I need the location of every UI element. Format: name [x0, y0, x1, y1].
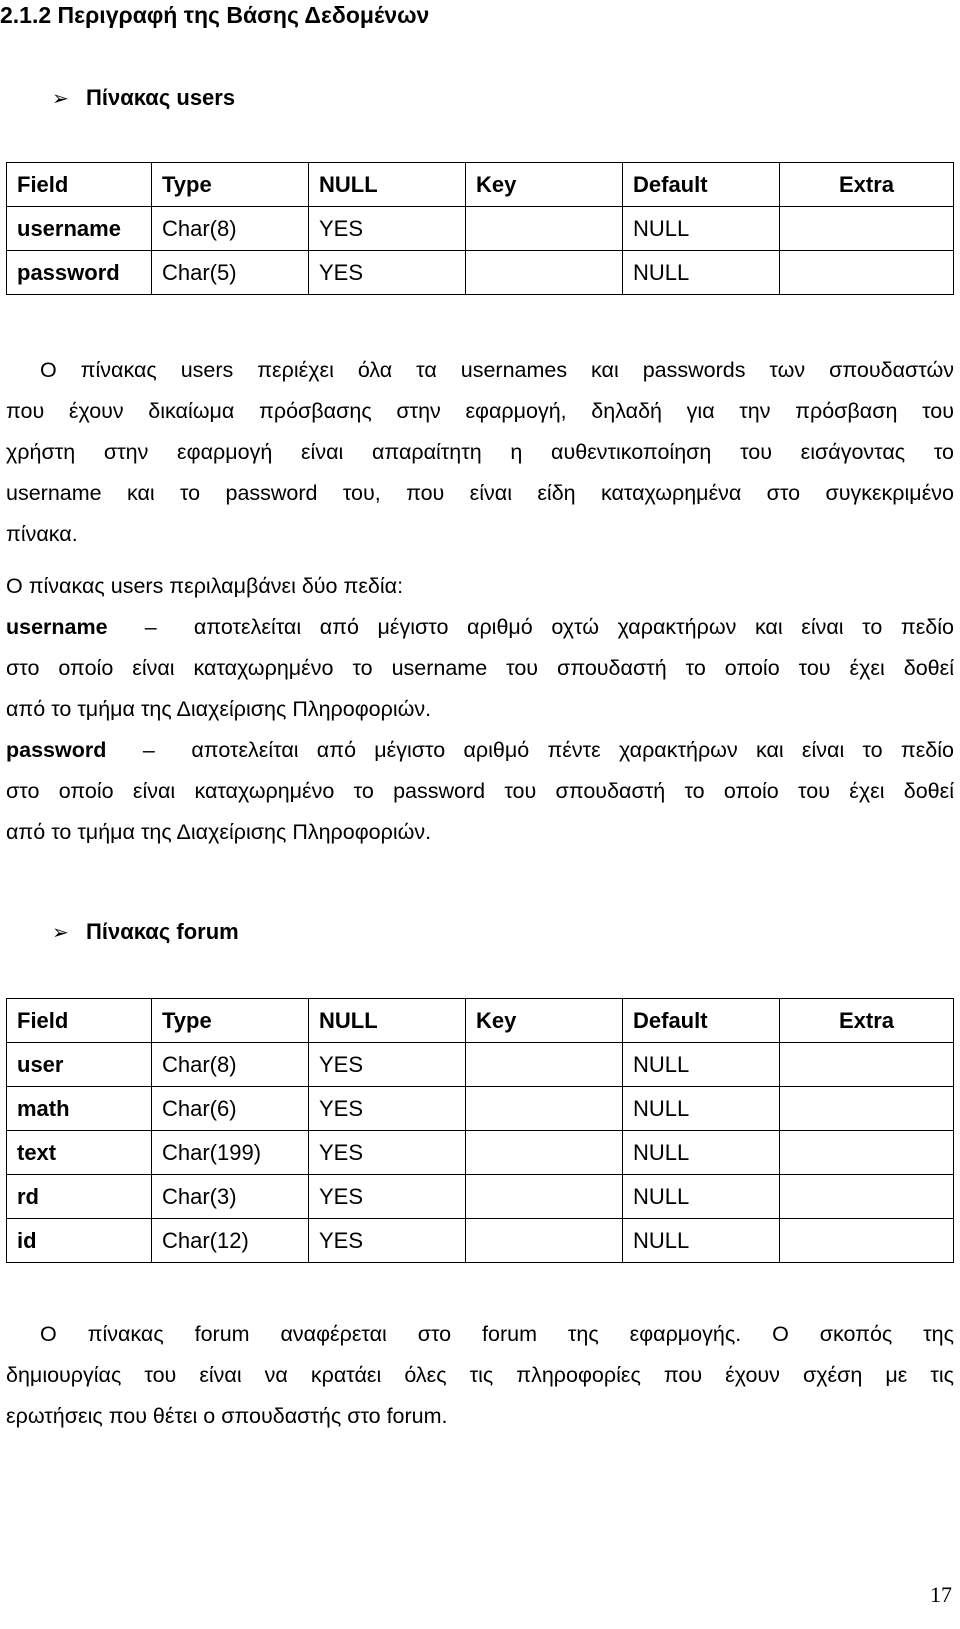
- cell-default: NULL: [623, 1175, 780, 1219]
- cell-key: [466, 1175, 623, 1219]
- cell-extra: [780, 1131, 954, 1175]
- cell-type: Char(12): [152, 1219, 309, 1263]
- cell-type: Char(199): [152, 1131, 309, 1175]
- table-row: [7, 207, 954, 251]
- cell-key: [466, 1043, 623, 1087]
- column-header-field: Field: [7, 999, 152, 1043]
- cell-default: NULL: [623, 207, 780, 251]
- cell-extra: [780, 1043, 954, 1087]
- column-header-extra: Extra: [780, 163, 954, 207]
- cell-null: YES: [309, 251, 466, 295]
- cell-null: YES: [309, 1043, 466, 1087]
- cell-field: math: [7, 1087, 152, 1131]
- cell-null: YES: [309, 1175, 466, 1219]
- cell-extra: [780, 251, 954, 295]
- table-header-row: [7, 163, 954, 207]
- column-header-type: Type: [152, 163, 309, 207]
- text-line: από το τμήμα της Διαχείρισης Πληροφοριών.: [6, 820, 432, 844]
- users-table: [6, 162, 954, 295]
- cell-type: Char(3): [152, 1175, 309, 1219]
- text-line: στο οποίο είναι καταχωρημένο το password του σπουδαστή το οποίο του έχει δοθεί: [6, 779, 954, 803]
- section-heading: 2.1.2 Περιγραφή της Βάσης Δεδομένων: [0, 2, 430, 28]
- cell-field: user: [7, 1043, 152, 1087]
- text-line: που έχουν δικαίωμα πρόσβασης στην εφαρμογή, δηλαδή για την πρόσβαση του: [6, 399, 954, 423]
- text-line: username και το password του, που είναι είδη καταχωρημένα στο συγκεκριμένο: [6, 481, 954, 505]
- table-row: [7, 1087, 954, 1131]
- cell-type: Char(8): [152, 1043, 309, 1087]
- table-row: [7, 1043, 954, 1087]
- cell-default: NULL: [623, 251, 780, 295]
- forum-table: [6, 998, 954, 1263]
- cell-key: [466, 1219, 623, 1263]
- cell-extra: [780, 207, 954, 251]
- users-description: [6, 350, 954, 555]
- cell-field: rd: [7, 1175, 152, 1219]
- forum-table-title: Πίνακας forum: [86, 919, 239, 944]
- field-description-username: username – αποτελείται από μέγιστο αριθμό οχτώ χαρακτήρων και είναι το πεδίο: [6, 615, 954, 639]
- arrow-bullet-icon: ➢: [52, 922, 69, 944]
- fields-intro: Ο πίνακας users περιλαμβάνει δύο πεδία:: [6, 574, 404, 598]
- cell-type: Char(6): [152, 1087, 309, 1131]
- cell-key: [466, 251, 623, 295]
- table-header-row: [7, 999, 954, 1043]
- column-header-null: NULL: [309, 999, 466, 1043]
- column-header-type: Type: [152, 999, 309, 1043]
- text-line: ερωτήσεις που θέτει ο σπουδαστής στο forum.: [6, 1404, 448, 1428]
- column-header-key: Key: [466, 999, 623, 1043]
- cell-null: YES: [309, 1087, 466, 1131]
- cell-default: NULL: [623, 1087, 780, 1131]
- column-header-default: Default: [623, 999, 780, 1043]
- users-table-title: Πίνακας users: [86, 85, 236, 110]
- cell-default: NULL: [623, 1043, 780, 1087]
- text-line: δημιουργίας του είναι να κρατάει όλες τις πληροφορίες που έχουν σχέση με τις: [6, 1363, 954, 1387]
- table-row: [7, 1175, 954, 1219]
- field-name-username: username: [6, 615, 108, 639]
- column-header-null: NULL: [309, 163, 466, 207]
- cell-key: [466, 207, 623, 251]
- text-line: Ο πίνακας forum αναφέρεται στο forum της εφαρμογής. Ο σκοπός της: [40, 1322, 954, 1346]
- field-name-password: password: [6, 738, 107, 762]
- cell-field: id: [7, 1219, 152, 1263]
- cell-default: NULL: [623, 1219, 780, 1263]
- text-line: πίνακα.: [6, 522, 78, 546]
- field-description-text: αποτελείται από μέγιστο αριθμό πέντε χαρακτήρων και είναι το πεδίο: [191, 738, 954, 762]
- cell-extra: [780, 1175, 954, 1219]
- cell-null: YES: [309, 207, 466, 251]
- text-line: χρήστη στην εφαρμογή είναι απαραίτητη η αυθεντικοποίηση του εισάγοντας το: [6, 440, 954, 464]
- text-line: στο οποίο είναι καταχωρημένο το username του σπουδαστή το οποίο του έχει δοθεί: [6, 656, 954, 680]
- cell-null: YES: [309, 1131, 466, 1175]
- column-header-extra: Extra: [780, 999, 954, 1043]
- cell-type: Char(5): [152, 251, 309, 295]
- table-row: [7, 1219, 954, 1263]
- arrow-bullet-icon: ➢: [52, 88, 69, 110]
- cell-key: [466, 1087, 623, 1131]
- cell-field: username: [7, 207, 152, 251]
- cell-type: Char(8): [152, 207, 309, 251]
- cell-field: text: [7, 1131, 152, 1175]
- table-row: [7, 1131, 954, 1175]
- cell-key: [466, 1131, 623, 1175]
- cell-field: password: [7, 251, 152, 295]
- users-fields-description: [6, 566, 954, 853]
- column-header-field: Field: [7, 163, 152, 207]
- field-description-text: αποτελείται από μέγιστο αριθμό οχτώ χαρακτήρων και είναι το πεδίο: [193, 615, 954, 639]
- column-header-default: Default: [623, 163, 780, 207]
- forum-table-heading: [52, 918, 239, 947]
- field-description-password: password – αποτελείται από μέγιστο αριθμό πέντε χαρακτήρων και είναι το πεδίο: [6, 738, 954, 762]
- column-header-key: Key: [466, 163, 623, 207]
- page-number: 17: [930, 1582, 952, 1607]
- cell-extra: [780, 1219, 954, 1263]
- table-row: [7, 251, 954, 295]
- text-line: από το τμήμα της Διαχείρισης Πληροφοριών.: [6, 697, 432, 721]
- text-line: Ο πίνακας users περιέχει όλα τα usernames και passwords των σπουδαστών: [40, 358, 954, 382]
- cell-extra: [780, 1087, 954, 1131]
- users-table-heading: [52, 84, 235, 113]
- forum-description: [6, 1314, 954, 1437]
- cell-default: NULL: [623, 1131, 780, 1175]
- cell-null: YES: [309, 1219, 466, 1263]
